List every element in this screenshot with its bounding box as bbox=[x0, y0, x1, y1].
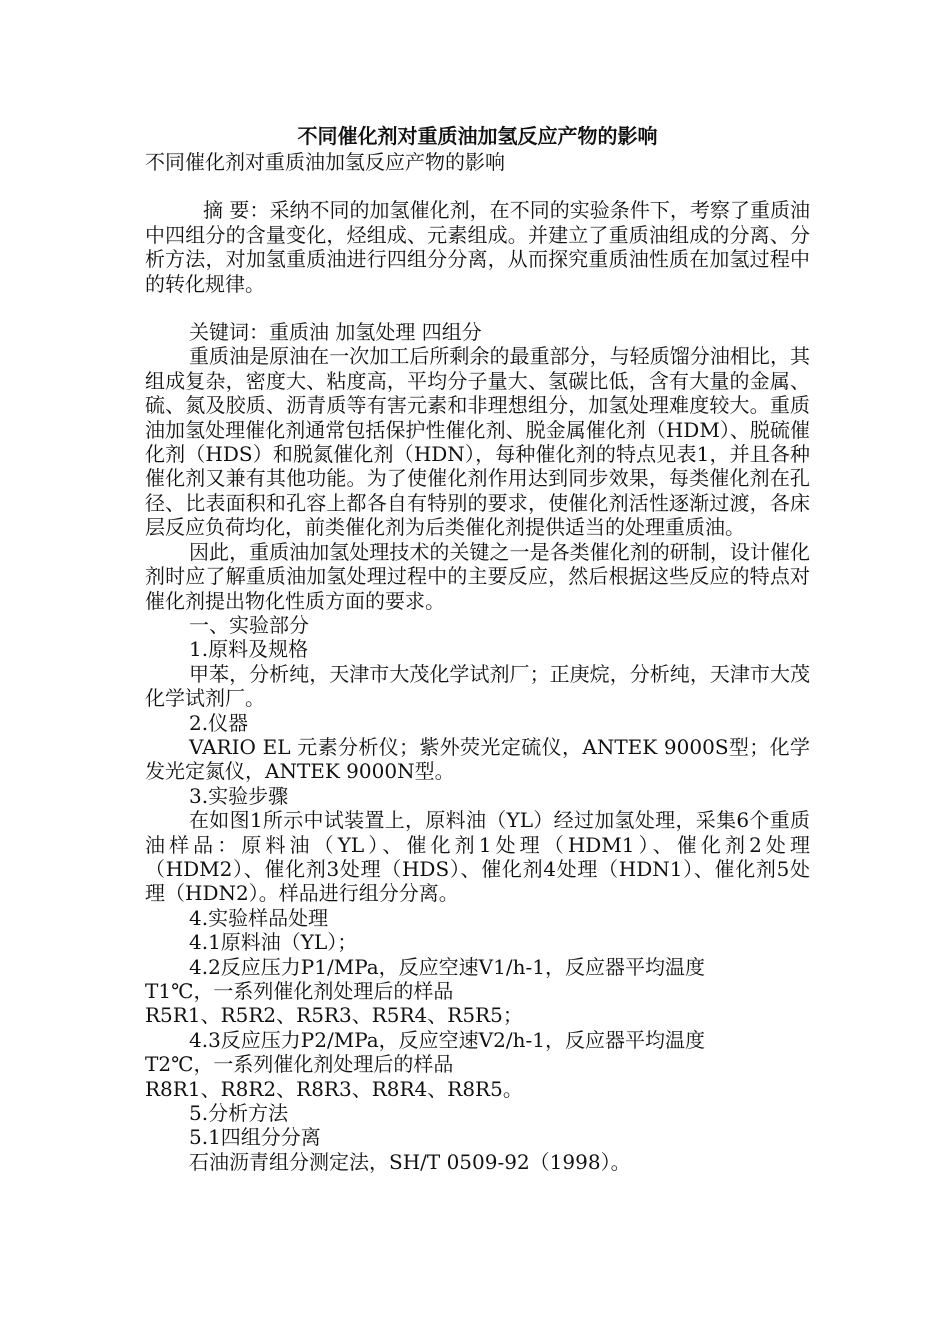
spacer bbox=[145, 174, 810, 198]
sample-item-4-3-line-2: T2℃，一系列催化剂处理后的样品 bbox=[145, 1052, 454, 1077]
keywords-line: 关键词：重质油 加氢处理 四组分 bbox=[189, 320, 482, 345]
subsection-heading-analysis: 5.分析方法 bbox=[189, 1101, 289, 1126]
subsection-heading-instruments: 2.仪器 bbox=[189, 710, 249, 735]
sample-item-4-3-line-3: R8R1、R8R2、R8R3、R8R4、R8R5。 bbox=[145, 1076, 523, 1101]
subsection-heading-sample-treatment: 4.实验样品处理 bbox=[189, 905, 329, 930]
subsection-heading-separation: 5.1四组分分离 bbox=[189, 1125, 321, 1150]
sample-item-4-2-line-2: T1℃，一系列催化剂处理后的样品 bbox=[145, 979, 454, 1003]
spacer bbox=[145, 296, 810, 320]
sample-item-4-2-line-3: R5R1、R5R2、R5R3、R5R4、R5R5； bbox=[145, 1003, 523, 1028]
instruments-paragraph: VARIO EL 元素分析仪；紫外荧光定硫仪，ANTEK 9000S型；化学发光定氮仪，ANTEK 9000N型。 bbox=[145, 734, 810, 784]
abstract-paragraph: 摘 要：采纳不同的加氢催化剂，在不同的实验条件下，考察了重质油中四组分的含量变化，烃组成、元素组成。并建立了重质油组成的分离、分析方法，对加氢重质油进行四组分分离，从而探究重质油性质在加氢过程中的转化规律。 bbox=[145, 198, 810, 296]
materials-paragraph: 甲苯，分析纯，天津市大茂化学试剂厂；正庚烷，分析纯，天津市大茂化学试剂厂。 bbox=[145, 661, 810, 711]
body-paragraph-1: 重质油是原油在一次加工后所剩余的最重部分，与轻质馏分油相比，其组成复杂，密度大、粘度高，平均分子量大、氢碳比低，含有大量的金属、硫、氮及胶质、沥青质等有害元素和非理想组分，加氢处理难度较大。重质油加氢处理催化剂通常包括保护性催化剂、脱金属催化剂（HDM）、脱硫催化剂（HDS）和脱氮催化剂（HDN），每种催化剂的特点见表1，并且各种催化剂又兼有其他功能。为了使催化剂作用达到同步效果，每类催化剂在孔径、比表面积和孔容上都各自有特别的要求，使催化剂活性逐渐过渡，各床层反应负荷均化，前类催化剂为后类催化剂提供适当的处理重质油。 bbox=[145, 344, 810, 540]
subsection-heading-procedure: 3.实验步骤 bbox=[189, 783, 289, 808]
section-heading-experiment: 一、实验部分 bbox=[189, 612, 309, 637]
document-page bbox=[145, 122, 810, 1174]
document-title: 不同催化剂对重质油加氢反应产物的影响 bbox=[297, 124, 658, 148]
sample-item-4-3-line-1: 4.3反应压力P2/MPa，反应空速V2/h-1，反应器平均温度 bbox=[189, 1027, 705, 1052]
subsection-heading-materials: 1.原料及规格 bbox=[189, 637, 309, 662]
separation-paragraph: 石油沥青组分测定法，SH/T 0509-92（1998）。 bbox=[189, 1149, 631, 1174]
procedure-paragraph: 在如图1所示中试装置上，原料油（YL）经过加氢处理，采集6个重质油样品：原料油（YL）、催化剂1处理（HDM1）、催化剂2处理（HDM2）、催化剂3处理（HDS）、催化剂4处理（HDN1）、催化剂5处理（HDN2）。样品进行组分分离。 bbox=[145, 808, 810, 906]
sample-item-4-2-line-1: 4.2反应压力P1/MPa，反应空速V1/h-1，反应器平均温度 bbox=[189, 954, 705, 979]
sample-item-4-1: 4.1原料油（YL）； bbox=[189, 930, 358, 955]
document-subtitle: 不同催化剂对重质油加氢反应产物的影响 bbox=[145, 150, 505, 174]
body-paragraph-2: 因此，重质油加氢处理技术的关键之一是各类催化剂的研制，设计催化剂时应了解重质油加氢处理过程中的主要反应，然后根据这些反应的特点对催化剂提出物化性质方面的要求。 bbox=[145, 539, 810, 613]
